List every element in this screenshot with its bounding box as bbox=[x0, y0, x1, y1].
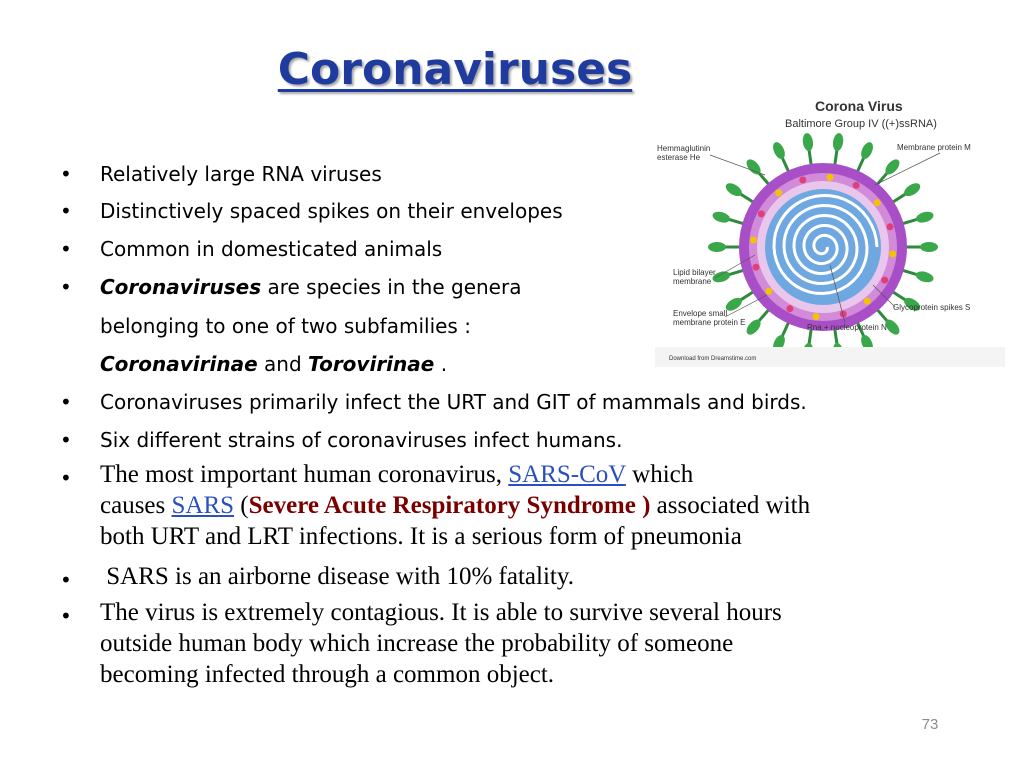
spike-head bbox=[859, 140, 876, 161]
label-lipid: Lipid bilayer bbox=[673, 268, 716, 277]
slide-title: Coronaviruses bbox=[277, 44, 633, 95]
emphasis-torovirinae: Torovirinae bbox=[308, 352, 435, 376]
label-hemagglutinin-2: esterase He bbox=[657, 153, 701, 162]
label-envelope: Envelope small bbox=[673, 309, 728, 318]
text-segment: which bbox=[625, 461, 694, 488]
bullet-marker: • bbox=[60, 237, 72, 261]
bullet-text: Six different strains of coronaviruses infect humans. bbox=[100, 428, 623, 452]
membrane-protein-dot bbox=[874, 199, 881, 206]
spike-head bbox=[708, 242, 726, 252]
membrane-protein-dot bbox=[775, 189, 782, 196]
sars-link[interactable]: SARS bbox=[171, 492, 235, 519]
membrane-protein-dot bbox=[765, 288, 772, 295]
figure-title: Corona Virus bbox=[815, 98, 903, 114]
membrane-protein-dot bbox=[813, 313, 820, 320]
text-segment: The most important human coronavirus, bbox=[100, 461, 509, 488]
bullet-marker: • bbox=[60, 428, 72, 452]
membrane-protein-dot bbox=[752, 264, 759, 271]
spike-head bbox=[915, 210, 935, 225]
membrane-protein-dot bbox=[799, 176, 806, 183]
spike-head bbox=[915, 270, 935, 285]
membrane-protein-dot bbox=[864, 298, 871, 305]
end-text: . bbox=[434, 352, 448, 376]
sars-fullname: Severe Acute Respiratory Syndrome bbox=[248, 492, 643, 519]
closing-paren: ) bbox=[642, 492, 651, 519]
label-rna: Rna + nucleoprotein N bbox=[807, 323, 887, 332]
text-segment: ( bbox=[234, 492, 249, 519]
bullet-marker: • bbox=[60, 199, 72, 223]
bullet-text: Coronaviruses primarily infect the URT and GIT of mammals and birds. bbox=[100, 390, 807, 414]
membrane-protein-dot bbox=[889, 250, 896, 257]
coronavirus-diagram bbox=[655, 95, 1005, 370]
bullet-marker: • bbox=[60, 390, 72, 414]
bullet-text bbox=[100, 352, 447, 376]
membrane-protein-dot bbox=[758, 210, 765, 217]
membrane-protein-dot bbox=[881, 277, 888, 284]
text-segment: outside human body which increase the probability of someone bbox=[100, 630, 734, 657]
bullet-marker: • bbox=[60, 604, 72, 628]
bullet-text: belonging to one of two subfamilies : bbox=[100, 314, 471, 338]
spike-head bbox=[832, 132, 844, 151]
spike-head bbox=[802, 132, 814, 151]
label-envelope-2: membrane protein E bbox=[673, 318, 746, 327]
connector-text: and bbox=[257, 352, 309, 376]
label-hemagglutinin: Hemmaglutinin bbox=[657, 144, 711, 153]
label-lipid-2: membrane bbox=[673, 277, 712, 286]
text-segment: becoming infected through a common object. bbox=[100, 661, 555, 688]
text-segment: associated with bbox=[650, 492, 811, 519]
watermark-text: Download from Dreamstime.com bbox=[669, 356, 757, 362]
bullet-text-rest: are species in the genera bbox=[261, 275, 522, 299]
membrane-protein-dot bbox=[826, 174, 833, 181]
label-glycoprotein: Glycoprotein spikes S bbox=[893, 303, 971, 312]
bullet-marker: • bbox=[60, 275, 72, 299]
bullet-marker: • bbox=[60, 162, 72, 186]
emphasis-coronaviruses: Coronaviruses bbox=[100, 275, 262, 299]
bullet-text: Relatively large RNA viruses bbox=[100, 162, 382, 186]
page-number: 73 bbox=[921, 716, 939, 733]
membrane-protein-dot bbox=[887, 223, 894, 230]
membrane-protein-dot bbox=[853, 182, 860, 189]
membrane-protein-dot bbox=[786, 305, 793, 312]
bullet-text: Distinctively spaced spikes on their envelopes bbox=[100, 199, 563, 223]
spike-head bbox=[711, 210, 731, 225]
bullet-text: SARS is an airborne disease with 10% fatality. bbox=[100, 563, 574, 590]
bullet-text bbox=[100, 459, 810, 552]
spike-head bbox=[920, 242, 938, 252]
text-segment: The virus is extremely contagious. It is able to survive several hours bbox=[100, 599, 782, 626]
bullet-text bbox=[100, 597, 782, 690]
membrane-protein-dot bbox=[750, 237, 757, 244]
label-membrane-protein: Membrane protein M bbox=[897, 143, 971, 152]
text-segment: both URT and LRT infections. It is a serious form of pneumonia bbox=[100, 523, 742, 550]
bullet-text: Common in domesticated animals bbox=[100, 237, 443, 261]
sars-cov-link[interactable]: SARS-CoV bbox=[508, 461, 626, 488]
bullet-marker: • bbox=[60, 466, 72, 490]
figure-subtitle: Baltimore Group IV ((+)ssRNA) bbox=[785, 118, 937, 130]
text-segment: causes bbox=[100, 492, 172, 519]
spike-head bbox=[771, 140, 788, 161]
bullet-marker: • bbox=[60, 568, 72, 592]
bullet-text bbox=[100, 275, 521, 299]
emphasis-coronavirinae: Coronavirinae bbox=[100, 352, 258, 376]
